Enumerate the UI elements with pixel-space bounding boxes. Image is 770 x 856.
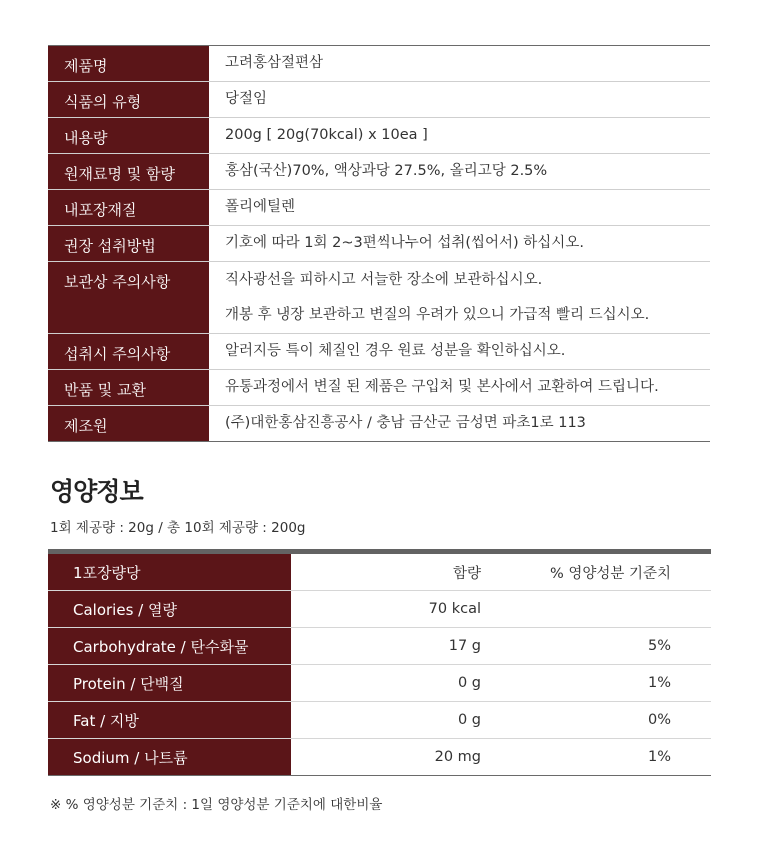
product-info-table: [48, 45, 710, 442]
info-value-text: (주)대한홍삼진흥공사 / 충남 금산군 금성면 파초1로 113: [225, 415, 586, 431]
info-row-intake-caution: [48, 334, 710, 370]
info-value-text: 기호에 따라 1회 2~3편씩나누어 섭취(씹어서) 하십시오.: [225, 235, 584, 251]
info-value-text: 폴리에틸렌: [225, 199, 296, 215]
info-row-contents: [48, 118, 710, 154]
nutrition-header-dv: % 영양성분 기준치: [549, 565, 671, 582]
info-value-text: 유통과정에서 변질 된 제품은 구입처 및 본사에서 교환하여 드립니다.: [225, 379, 659, 395]
info-value: [209, 334, 710, 369]
info-label: 제품명: [48, 46, 209, 81]
nutrition-row-carbohydrate: [48, 628, 711, 665]
info-value: [209, 190, 710, 225]
nutrition-dv: 1%: [647, 749, 671, 765]
nutrition-label: Sodium / 나트륨: [48, 739, 291, 775]
info-value: [209, 262, 710, 333]
info-value-text: 직사광선을 피하시고 서늘한 장소에 보관하십시오.: [225, 271, 543, 288]
nutrition-amount: 20 mg: [434, 749, 481, 765]
nutrition-table: [48, 549, 711, 776]
nutrition-label: Protein / 단백질: [48, 665, 291, 701]
nutrition-header-label: 1포장량당: [48, 554, 291, 590]
info-label: 제조원: [48, 406, 209, 441]
nutrition-amount: 0 g: [457, 712, 481, 728]
info-value-text: 고려홍삼절편삼: [225, 55, 324, 71]
info-row-packaging: [48, 190, 710, 226]
nutrition-row-sodium: [48, 739, 711, 775]
info-row-food-type: [48, 82, 710, 118]
info-value: [209, 154, 710, 189]
nutrition-dv: 1%: [647, 675, 671, 691]
info-row-storage: [48, 262, 710, 334]
nutrition-amount: 70 kcal: [428, 601, 481, 617]
nutrition-label: Fat / 지방: [48, 702, 291, 738]
nutrition-amount: 0 g: [457, 675, 481, 691]
info-label: 보관상 주의사항: [48, 262, 209, 333]
info-value: [209, 46, 710, 81]
info-value: [209, 406, 710, 441]
info-row-product-name: [48, 46, 710, 82]
info-label: 식품의 유형: [48, 82, 209, 117]
nutrition-title: 영양정보: [50, 477, 143, 506]
info-value-text: 당절임: [225, 91, 268, 107]
info-value: [209, 370, 710, 405]
info-label: 반품 및 교환: [48, 370, 209, 405]
nutrition-dv: [481, 591, 711, 627]
info-row-ingredients: [48, 154, 710, 190]
nutrition-amount: 17 g: [448, 638, 481, 654]
info-label: 섭취시 주의사항: [48, 334, 209, 369]
nutrition-label: Carbohydrate / 탄수화물: [48, 628, 291, 664]
info-value-text: 개봉 후 냉장 보관하고 변질의 우려가 있으니 가급적 빨리 드십시오.: [225, 306, 650, 323]
info-label: 내포장재질: [48, 190, 209, 225]
nutrition-dv: 5%: [647, 638, 671, 654]
nutrition-row-fat: [48, 702, 711, 739]
info-label: 내용량: [48, 118, 209, 153]
info-row-returns: [48, 370, 710, 406]
info-value-text: 홍삼(국산)70%, 액상과당 27.5%, 올리고당 2.5%: [225, 163, 548, 179]
serving-info: 1회 제공량 : 20g / 총 10회 제공량 : 200g: [50, 520, 306, 536]
nutrition-row-calories: [48, 591, 711, 628]
nutrition-footnote: ※ % 영양성분 기준치 : 1일 영양성분 기준치에 대한비율: [50, 797, 383, 813]
info-row-manufacturer: [48, 406, 710, 441]
info-label: 권장 섭취방법: [48, 226, 209, 261]
info-row-intake-method: [48, 226, 710, 262]
nutrition-row-protein: [48, 665, 711, 702]
info-value-text: 200g [ 20g(70kcal) x 10ea ]: [225, 127, 428, 143]
info-value: [209, 118, 710, 153]
nutrition-dv: 0%: [647, 712, 671, 728]
info-value-text: 알러지등 특이 체질인 경우 원료 성분을 확인하십시오.: [225, 343, 566, 359]
nutrition-header-amount: 함량: [452, 565, 481, 582]
nutrition-label: Calories / 열량: [48, 591, 291, 627]
info-value: [209, 226, 710, 261]
info-value: [209, 82, 710, 117]
info-label: 원재료명 및 함량: [48, 154, 209, 189]
nutrition-header-row: [48, 554, 711, 591]
